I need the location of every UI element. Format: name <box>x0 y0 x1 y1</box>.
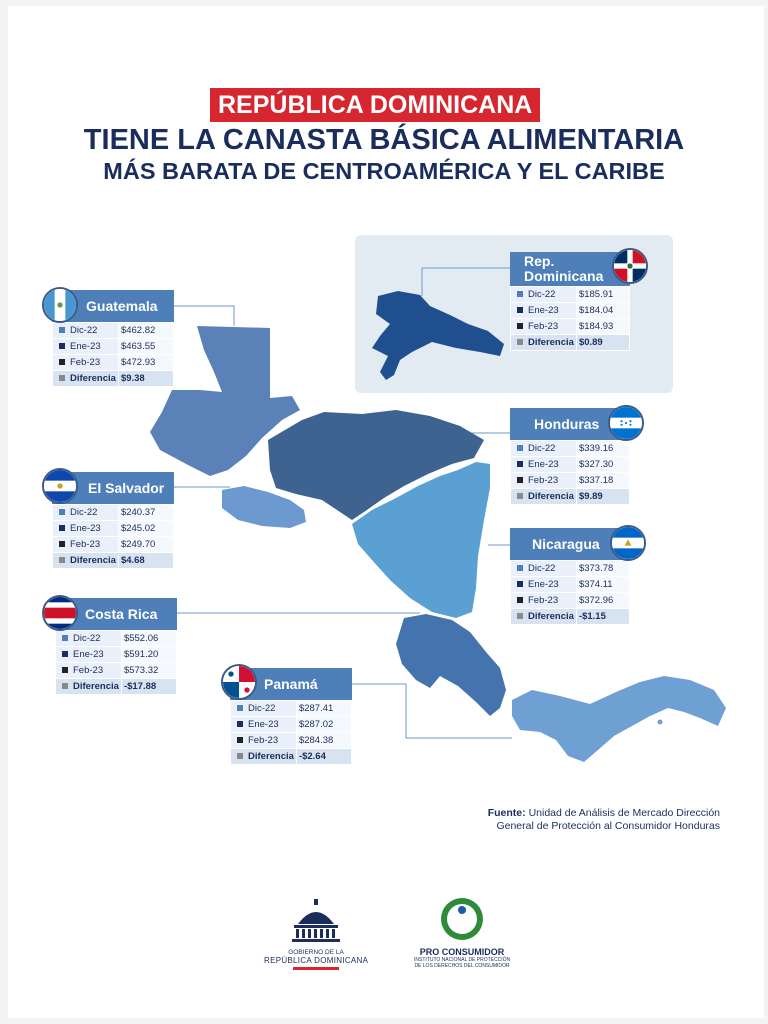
guatemala-flag-icon <box>42 287 78 323</box>
gobierno-logo <box>264 898 368 970</box>
table-row-diferencia: Diferencia -$17.88 <box>56 679 177 695</box>
price-value: $337.18 <box>576 473 629 489</box>
table-row: Dic-22 $240.37 <box>53 505 174 521</box>
price-value: $339.16 <box>576 441 629 457</box>
table-row: Dic-22 $552.06 <box>56 631 177 647</box>
table-row: Dic-22 $462.82 <box>53 323 174 339</box>
country-name-line2: Dominicana <box>524 268 604 284</box>
proconsumidor-line1: INSTITUTO NACIONAL DE PROTECCIÓN <box>414 957 511 963</box>
table-row: Ene-23 $245.02 <box>53 521 174 537</box>
country-name: Guatemala <box>86 298 158 314</box>
price-value: $552.06 <box>121 631 176 647</box>
price-value: $284.38 <box>296 733 351 749</box>
table-row: Dic-22 $185.91 <box>511 287 630 303</box>
table-row: Dic-22 $373.78 <box>511 561 630 577</box>
red-underline <box>293 967 339 970</box>
diff-value: -$17.88 <box>121 679 176 695</box>
price-value: $287.41 <box>296 701 351 717</box>
table-row: Dic-22 $339.16 <box>511 441 630 457</box>
panama-island <box>658 720 663 725</box>
price-value: $463.55 <box>118 339 173 355</box>
table-row: Ene-23 $463.55 <box>53 339 174 355</box>
price-value: $573.32 <box>121 663 176 679</box>
price-value: $184.04 <box>576 303 629 319</box>
dominican-republic-flag-icon <box>612 248 648 284</box>
diff-value: $0.89 <box>576 335 629 351</box>
price-table <box>55 630 177 695</box>
page-subtitle: MÁS BARATA DE CENTROAMÉRICA Y EL CARIBE <box>103 158 665 184</box>
national-palace-dome-icon <box>264 898 368 944</box>
diff-value: -$2.64 <box>296 749 351 765</box>
price-table <box>52 504 174 569</box>
price-value: $372.96 <box>576 593 629 609</box>
country-name: Panamá <box>264 676 318 692</box>
table-row: Ene-23 $287.02 <box>231 717 352 733</box>
price-value: $472.93 <box>118 355 173 371</box>
proconsumidor-name: PRO CONSUMIDOR <box>419 947 505 957</box>
diff-value: $9.38 <box>118 371 173 387</box>
nicaragua-flag-icon <box>610 525 646 561</box>
table-row: Feb-23 $472.93 <box>53 355 174 371</box>
table-row: Ene-23 $327.30 <box>511 457 630 473</box>
price-value: $462.82 <box>118 323 173 339</box>
table-row: Feb-23 $249.70 <box>53 537 174 553</box>
price-table <box>510 286 630 351</box>
price-value: $287.02 <box>296 717 351 733</box>
price-table <box>510 440 630 505</box>
table-row-diferencia: Diferencia -$2.64 <box>231 749 352 765</box>
costa-rica-flag-icon <box>42 595 78 631</box>
table-row: Ene-23 $374.11 <box>511 577 630 593</box>
table-row: Feb-23 $573.32 <box>56 663 177 679</box>
costa-rica-shape <box>396 614 506 716</box>
price-value: $373.78 <box>576 561 629 577</box>
price-value: $184.93 <box>576 319 629 335</box>
proconsumidor-logo <box>414 896 510 969</box>
price-table <box>230 700 352 765</box>
country-name-line1: Rep. <box>524 253 555 269</box>
proconsumidor-line2: DE LOS DERECHOS DEL CONSUMIDOR <box>414 963 510 969</box>
source-note <box>488 807 720 833</box>
table-row-diferencia: Diferencia -$1.15 <box>511 609 630 625</box>
diff-value: $4.68 <box>118 553 173 569</box>
price-value: $185.91 <box>576 287 629 303</box>
page-title: TIENE LA CANASTA BÁSICA ALIMENTARIA <box>83 124 685 156</box>
headline-highlight: REPÚBLICA DOMINICANA <box>210 88 540 122</box>
country-name: Honduras <box>534 416 600 432</box>
pro-consumidor-emblem-icon <box>414 896 510 942</box>
price-table <box>510 560 630 625</box>
country-name <box>524 254 603 284</box>
gobierno-line1: GOBIERNO DE LA <box>288 949 344 956</box>
table-row: Feb-23 $184.93 <box>511 319 630 335</box>
price-value: $327.30 <box>576 457 629 473</box>
honduras-flag-icon <box>608 405 644 441</box>
table-row: Dic-22 $287.41 <box>231 701 352 717</box>
diff-value: $9.89 <box>576 489 629 505</box>
table-row-diferencia: Diferencia $9.38 <box>53 371 174 387</box>
table-row-diferencia: Diferencia $4.68 <box>53 553 174 569</box>
country-name: El Salvador <box>88 480 165 496</box>
el-salvador-flag-icon <box>42 468 78 504</box>
table-row: Ene-23 $184.04 <box>511 303 630 319</box>
table-row: Feb-23 $284.38 <box>231 733 352 749</box>
price-table <box>52 322 174 387</box>
diff-value: -$1.15 <box>576 609 629 625</box>
table-row-diferencia: Diferencia $0.89 <box>511 335 630 351</box>
country-name: Costa Rica <box>85 606 158 622</box>
source-line2: General de Protección al Consumidor Honduras <box>496 820 720 832</box>
price-value: $249.70 <box>118 537 173 553</box>
table-row: Ene-23 $591.20 <box>56 647 177 663</box>
table-row: Feb-23 $337.18 <box>511 473 630 489</box>
source-label: Fuente: <box>487 807 526 819</box>
price-value: $374.11 <box>576 577 629 593</box>
table-row-diferencia: Diferencia $9.89 <box>511 489 630 505</box>
price-value: $591.20 <box>121 647 176 663</box>
panama-flag-icon <box>221 664 257 700</box>
source-line1: Unidad de Análisis de Mercado Dirección <box>528 807 720 819</box>
panama-shape <box>512 676 726 762</box>
price-value: $245.02 <box>118 521 173 537</box>
gobierno-line2: REPÚBLICA DOMINICANA <box>264 956 369 965</box>
country-name: Nicaragua <box>532 536 600 552</box>
price-value: $240.37 <box>118 505 173 521</box>
table-row: Feb-23 $372.96 <box>511 593 630 609</box>
